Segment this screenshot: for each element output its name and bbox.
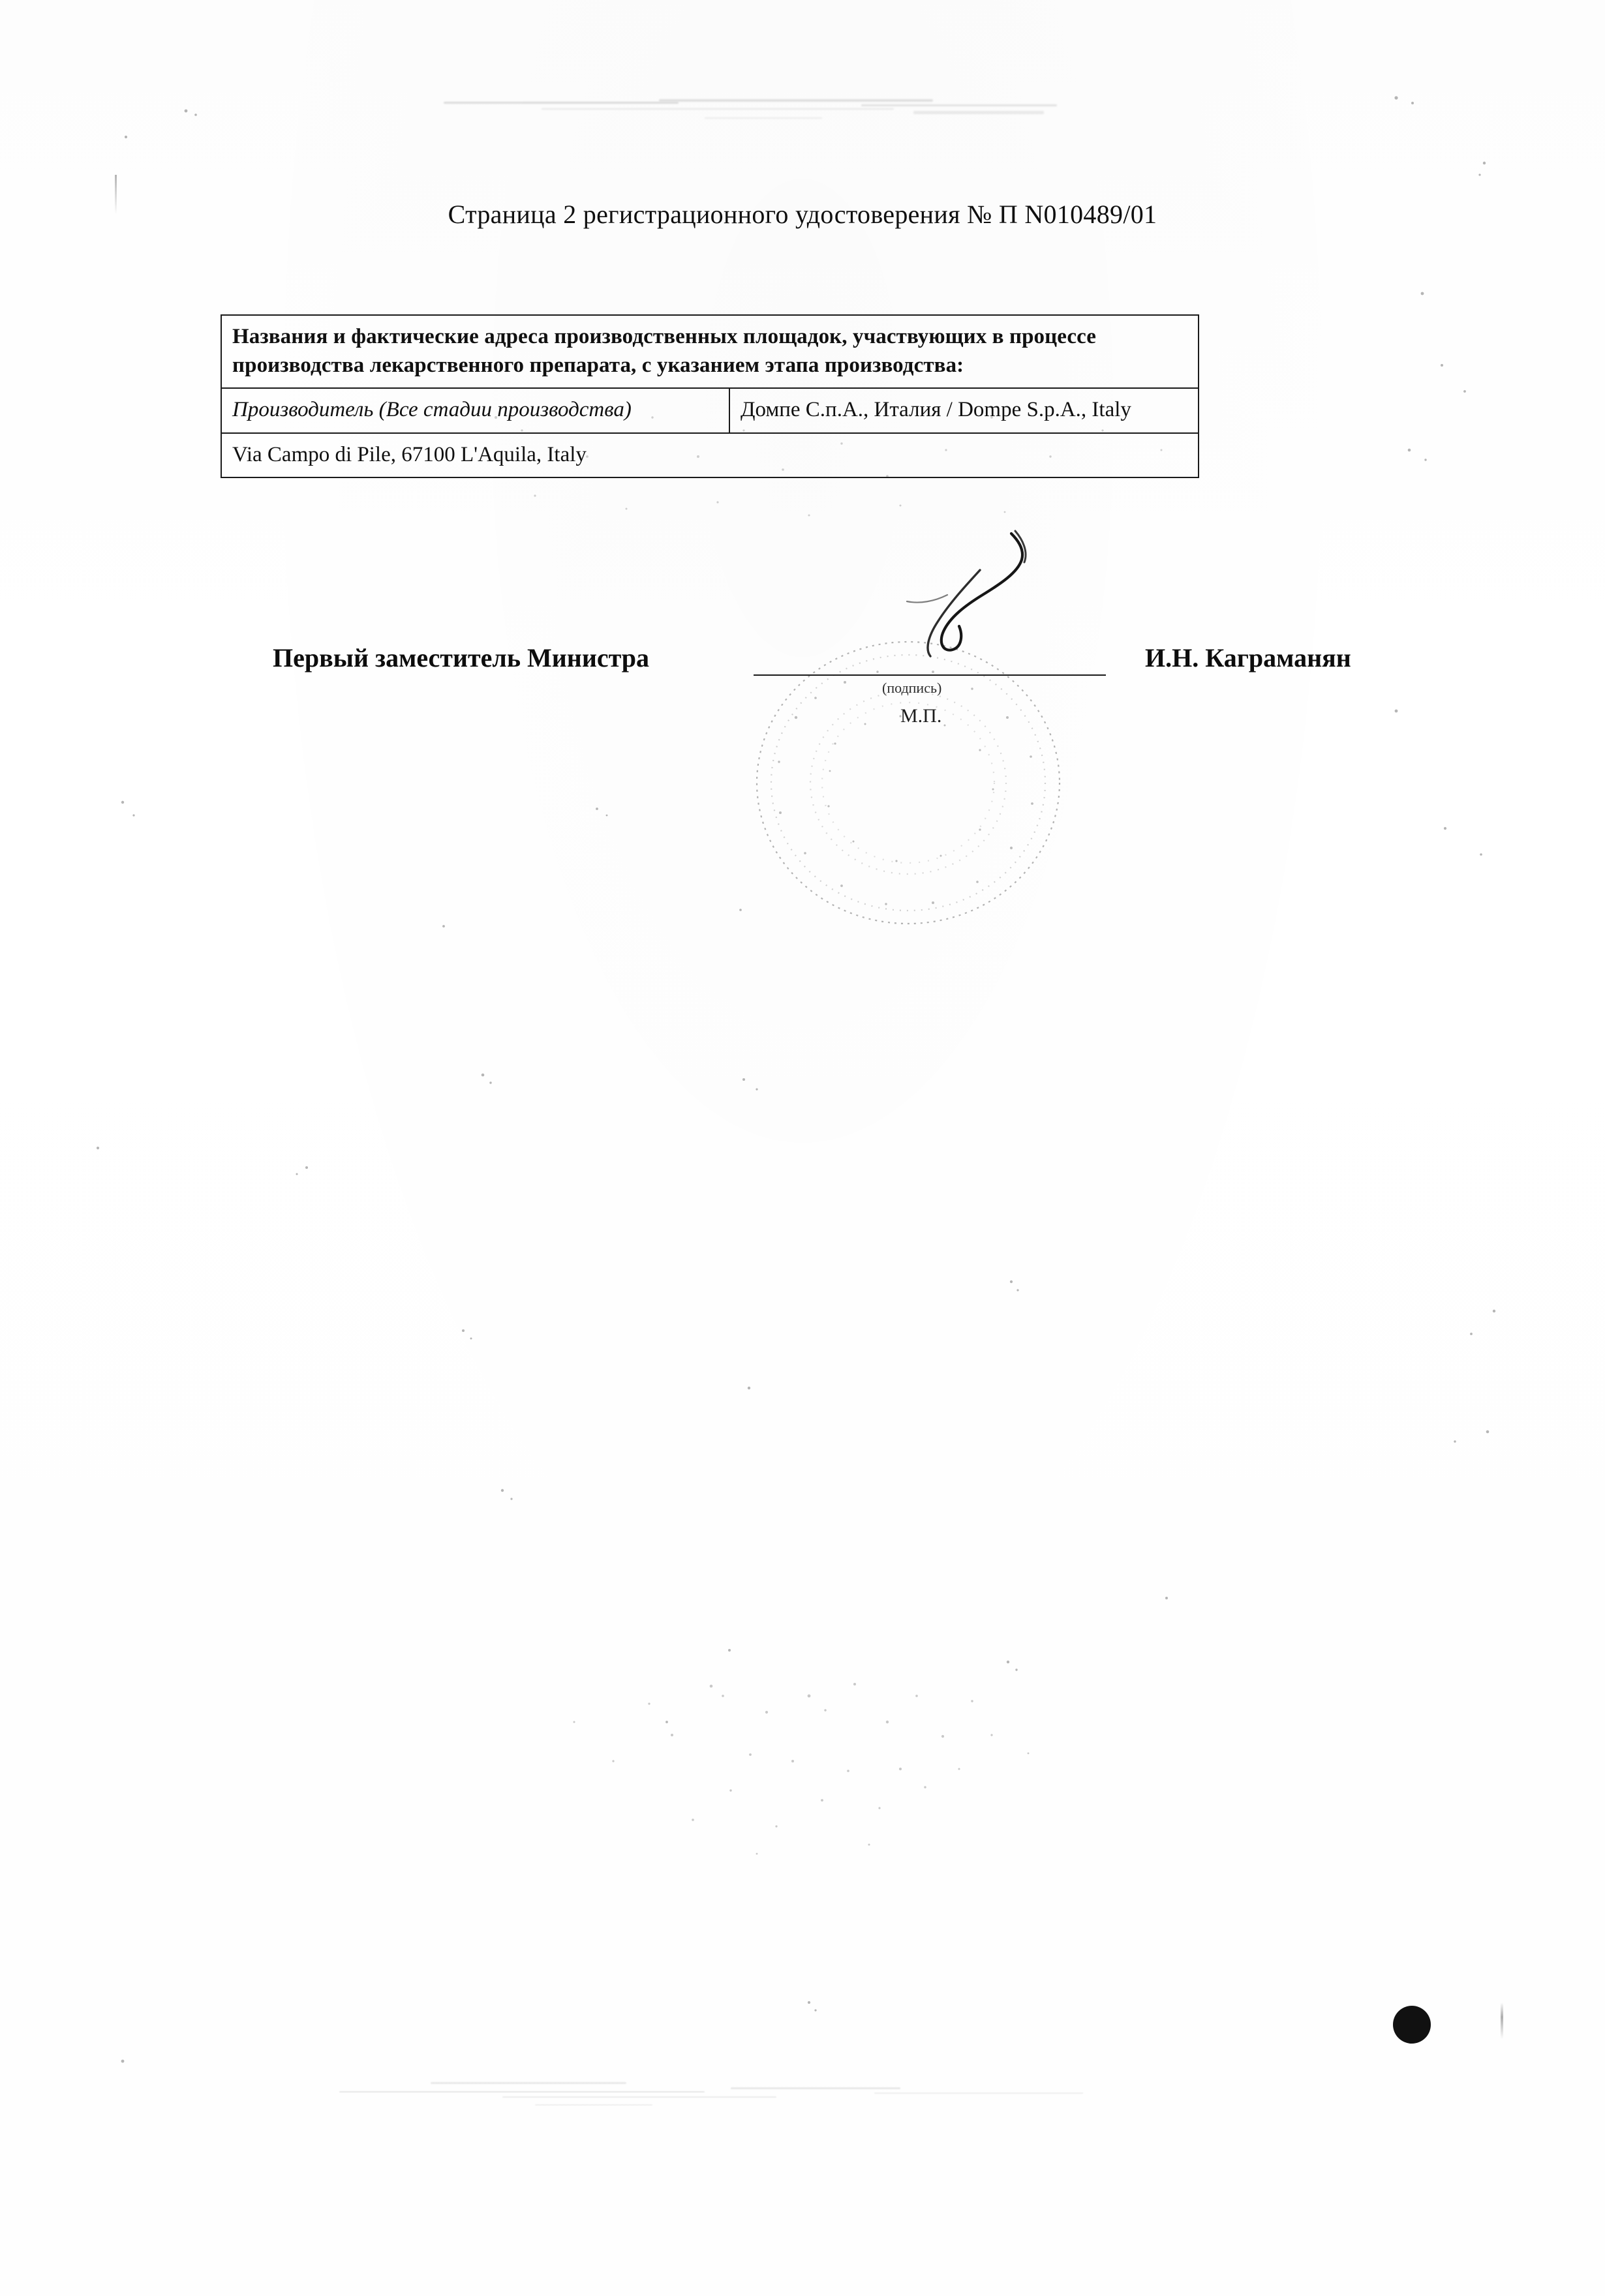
table-title-cell: Названия и фактические адреса производственных площадок, участвующих в процессе производства лекарственного препарата, с указанием этапа производства: — [221, 315, 1199, 388]
manufacturer-name-cell: Домпе С.п.А., Италия / Dompe S.p.A., Italy — [729, 388, 1199, 432]
signature-line — [754, 674, 1106, 676]
scan-edge-mark-bottom — [1501, 2002, 1503, 2039]
signature-caption: (подпись) — [882, 680, 942, 696]
scan-artifact-bottom — [339, 2074, 1161, 2120]
table-row — [221, 388, 1199, 432]
table-row-title — [221, 315, 1199, 388]
signatory-name: И.Н. Каграманян — [1145, 643, 1351, 672]
signature-block — [0, 642, 1605, 727]
punch-hole-dot — [1393, 2006, 1431, 2044]
manufacturer-role-cell: Производитель (Все стадии производства) — [221, 388, 729, 432]
page-title: Страница 2 регистрационного удостоверения № П N010489/01 — [448, 200, 1157, 229]
scan-artifact-top — [444, 98, 1109, 138]
manufacturing-sites-table — [221, 314, 1199, 478]
stamp-label: М.П. — [900, 705, 942, 727]
signatory-title: Первый заместитель Министра — [273, 643, 650, 672]
manufacturer-address-cell: Via Campo di Pile, 67100 L'Aquila, Italy — [221, 433, 1199, 477]
table-row-address — [221, 433, 1199, 477]
